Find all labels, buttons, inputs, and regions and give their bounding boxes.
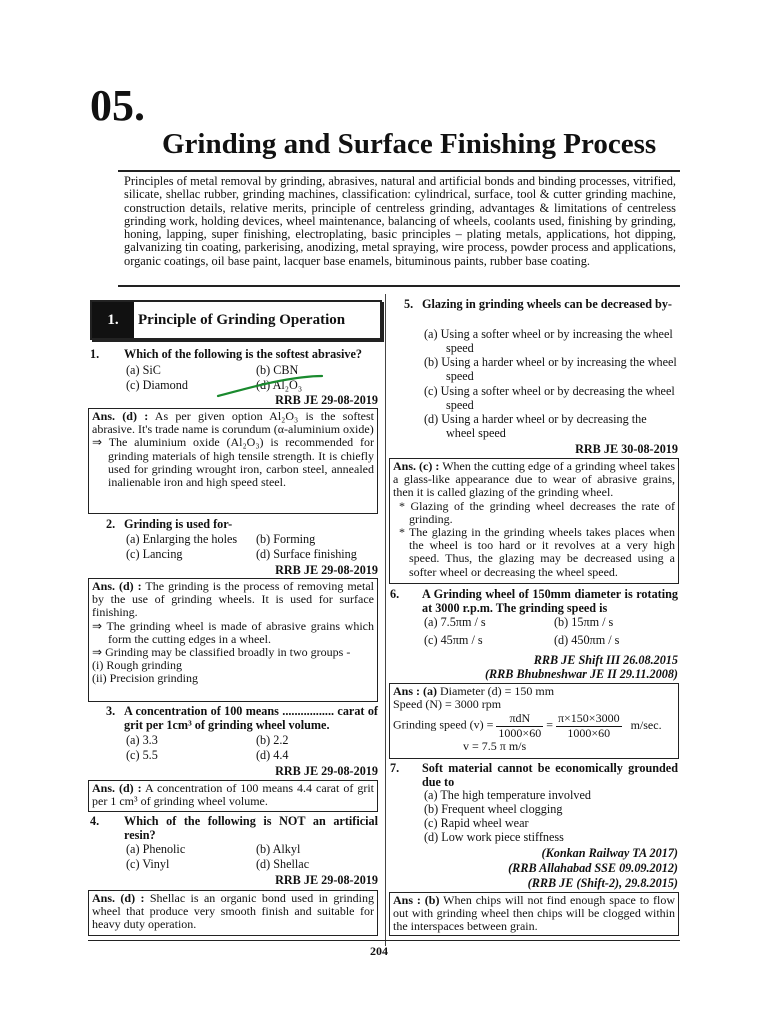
question-6-number: 6. (390, 587, 400, 601)
chapter-number: 05. (90, 81, 145, 130)
q6-answer-box (389, 683, 679, 759)
syllabus-top-rule (118, 170, 680, 172)
question-5-text: Glazing in grinding wheels can be decreased by- (422, 297, 672, 311)
section-heading (90, 300, 382, 340)
q1-bullet-1: The aluminium oxide (Al₂O₃) is recommended for grinding materials of high tensile strength. It is chiefly used for grinding wrought iron, carbon steel, annealed inalienable iron and high speed steel. (108, 435, 374, 490)
section-number: 1. (92, 302, 134, 338)
question-2-number: 2. (106, 517, 116, 531)
chapter-title: Grinding and Surface Finishing Process (162, 128, 657, 160)
q4-answer-box (88, 890, 378, 936)
q4-option-a: (a) Phenolic (126, 842, 186, 856)
q3-answer-box (88, 780, 378, 812)
syllabus-text: Principles of metal removal by grinding, abrasives, natural and artificial bonds and binding processes, vitrified, silicate, shellac rubber, grinding machines, classification: cylindrical, surface, tool & cutter grinding machine, construction details, relative merits, principle of centreless grinding, advantages & limitations of centreless grinding work, holding devices, wheel maintenance, balancing of wheels, coolants used, finishing by grinding, honing, lapping, super finishing, electroplating, basic principles – plating metals, applications, hot dipping, galvanizing tin coating, parkerising, anodizing, metal spraying, wire process, powder process and applications, organic coatings, oil base paint, lacquer base enamels, bituminous paints, rubber base coating. (124, 174, 676, 268)
q5-option-b: (b) Using a harder wheel or by increasing the wheel speed (424, 355, 677, 383)
q1-option-b: (b) CBN (256, 363, 299, 377)
q5-source: RRB JE 30-08-2019 (575, 442, 678, 456)
q3-option-d: (d) 4.4 (256, 748, 289, 762)
q6-option-c: (c) 45πm / s (424, 633, 483, 647)
q7-answer-text: When chips will not find enough space to flow out with grinding wheel then chips will be clogged within the interspaces between grain. (393, 893, 676, 934)
bullet-arrow-icon: ⇒ (92, 618, 103, 633)
q6-answer-label: Ans : (a) (393, 684, 437, 698)
star-bullet-icon: * (399, 525, 405, 540)
bullet-arrow-icon: ⇒ (92, 435, 103, 450)
q6-grinding-speed-label: Grinding speed (v) = (393, 717, 494, 732)
q5-star-1: Glazing of the grinding wheel decreases the rate of grinding. (409, 498, 675, 526)
star-bullet-icon: * (399, 498, 405, 513)
question-4-text: Which of the following is NOT an artificial resin? (124, 814, 378, 842)
q7-answer-label: Ans : (b) (393, 893, 440, 907)
q2-option-d: (d) Surface finishing (256, 547, 357, 561)
q6-answer-text: Diameter (d) = 150 mm (437, 684, 555, 698)
question-4-number: 4. (90, 814, 100, 828)
q2-option-c: (c) Lancing (126, 547, 183, 561)
question-3-number: 3. (106, 704, 116, 718)
q2-answer-box (88, 578, 378, 702)
syllabus-bottom-rule (118, 285, 680, 287)
q6-option-a: (a) 7.5πm / s (424, 615, 486, 629)
section-title: Principle of Grinding Operation (138, 311, 346, 328)
q7-option-c: (c) Rapid wheel wear (424, 816, 529, 830)
q2-line-1: (i) Rough grinding (92, 658, 182, 673)
q1-option-a: (a) SiC (126, 363, 161, 377)
q7-option-b: (b) Frequent wheel clogging (424, 802, 563, 816)
q2-option-a: (a) Enlarging the holes (126, 532, 238, 546)
q7-answer-box (389, 892, 679, 936)
q6-source-1: RRB JE Shift III 26.08.2015 (533, 653, 678, 667)
q5-star-2: The glazing in the grinding wheels takes places when the wheel is too hard or it revolves at a very high speed. Thus, the glazing may be decreased using a softer wheel or decreasing the wheel speed. (408, 525, 675, 579)
question-7-number: 7. (390, 761, 400, 775)
column-divider (385, 294, 386, 946)
q6-unit: m/sec. (630, 717, 662, 732)
q5-answer-label: Ans. (c) : (393, 459, 440, 473)
q7-option-a: (a) The high temperature involved (424, 788, 591, 802)
q6-fraction-2: $\frac{\pi\times 150\times 3000}{1000\times 60}$ (557, 711, 620, 740)
q3-option-c: (c) 5.5 (126, 748, 158, 762)
q7-option-d: (d) Low work piece stiffness (424, 830, 564, 844)
q4-option-d: (d) Shellac (256, 857, 310, 871)
q1-answer-box (88, 408, 378, 514)
q3-answer-label: Ans. (d) : (92, 781, 142, 795)
q7-source-2: (RRB Allahabad SSE 09.09.2012) (508, 861, 678, 875)
q1-answer-text: As per given option Al₂O₃ is the softest abrasive. It's trade name is corundum (α-aluminium oxide) (92, 409, 374, 437)
question-1-text: Which of the following is the softest abrasive? (124, 347, 362, 361)
q2-option-b: (b) Forming (256, 532, 316, 546)
q1-option-c: (c) Diamond (126, 378, 188, 392)
q5-answer-box (389, 458, 679, 584)
question-1-number: 1. (90, 347, 100, 361)
q3-source: RRB JE 29-08-2019 (275, 764, 378, 778)
q6-equals: = (546, 717, 553, 732)
question-6-text: A Grinding wheel of 150mm diameter is rotating at 3000 r.p.m. The grinding speed is (422, 587, 678, 615)
q4-source: RRB JE 29-08-2019 (275, 873, 378, 887)
q3-option-a: (a) 3.3 (126, 733, 158, 747)
question-7-text: Soft material cannot be economically grounded due to (422, 761, 678, 789)
q6-option-d: (d) 450πm / s (554, 633, 620, 647)
q2-answer-text: The grinding is the process of removing metal by the use of grinding wheels. It is used for surface finishing. (92, 579, 374, 620)
q5-option-c: (c) Using a softer wheel or by decreasing the wheel speed (424, 384, 675, 412)
q5-answer-text: When the cutting edge of a grinding wheel takes a glass-like appearance due to wear of abrasive grains, then it is called glazing of the grinding wheel. (393, 459, 676, 500)
q4-answer-label: Ans. (d) : (92, 891, 145, 905)
q2-bullet-1: The grinding wheel is made of abrasive grains which form the cutting edges in a wheel. (106, 618, 374, 646)
q1-option-d: (d) Al₂O₃ (256, 378, 303, 392)
footer-rule (88, 940, 680, 941)
q1-source: RRB JE 29-08-2019 (275, 393, 378, 407)
question-3-text: A concentration of 100 means ................. carat of grit per 1cm³ of grinding wheel volume. (124, 704, 378, 732)
q2-bullet-2: Grinding may be classified broadly in two groups - (105, 645, 351, 660)
question-2-text: Grinding is used for- (124, 517, 233, 531)
q6-speed: Speed (N) = 3000 rpm (393, 697, 502, 712)
q1-answer-label: Ans. (d) : (92, 409, 149, 423)
q4-answer-text: Shellac is an organic bond used in grinding wheel that produce very smooth finish and suitable for heavy duty operation. (92, 891, 374, 932)
q4-option-c: (c) Vinyl (126, 857, 170, 871)
q3-answer-text: A concentration of 100 means 4.4 carat of grit per 1 cm³ of grinding wheel volume. (92, 781, 375, 809)
q2-source: RRB JE 29-08-2019 (275, 563, 378, 577)
page-number: 204 (370, 944, 388, 958)
q6-option-b: (b) 15πm / s (554, 615, 614, 629)
question-5-number: 5. (404, 297, 414, 311)
q5-option-a: (a) Using a softer wheel or by increasing the wheel speed (424, 327, 673, 355)
q7-source-1: (Konkan Railway TA 2017) (541, 846, 678, 860)
q4-option-b: (b) Alkyl (256, 842, 301, 856)
q5-option-d: (d) Using a harder wheel or by decreasing the wheel speed (424, 412, 647, 440)
q6-result: v = 7.5 π m/s (463, 738, 527, 753)
q2-line-2: (ii) Precision grinding (92, 671, 198, 686)
q3-option-b: (b) 2.2 (256, 733, 289, 747)
q6-fraction-1: $\frac{\text{πdN}}{1000\times 60}$ (498, 711, 542, 740)
q6-source-2: (RRB Bhubneshwar JE II 29.11.2008) (484, 667, 678, 681)
bullet-arrow-icon: ⇒ (92, 645, 103, 660)
q7-source-3: (RRB JE (Shift-2), 29.8.2015) (527, 876, 678, 890)
q2-answer-label: Ans. (d) : (92, 579, 142, 593)
